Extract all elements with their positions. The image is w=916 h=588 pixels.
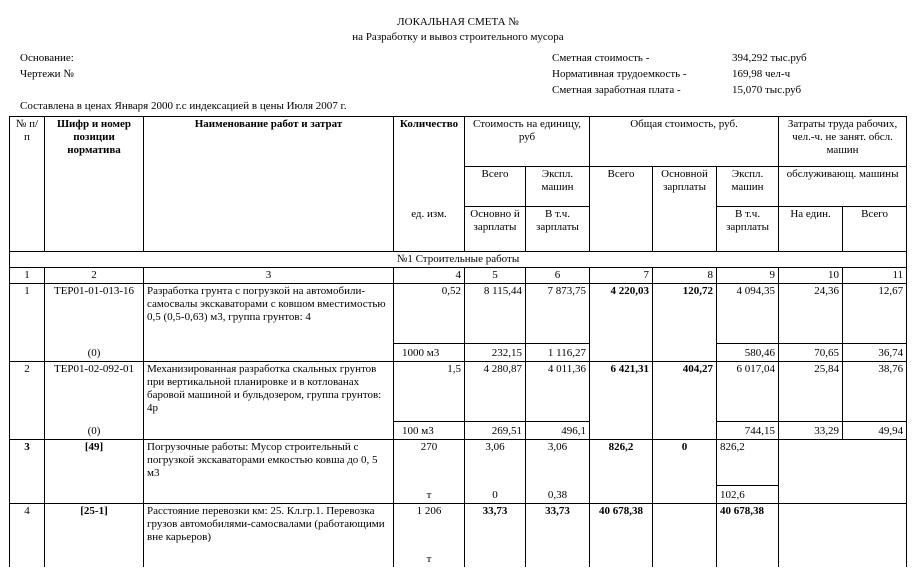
row-serving-unit: 33,29 [779,421,843,439]
estimated-cost-label: Сметная стоимость - [552,52,650,64]
row-unit-all: 3,06 [465,439,526,485]
table-row [10,503,907,551]
prices-note: Составлена в ценах Января 2000 г.с индексацией в цены Июля 2007 г. [20,100,347,112]
estimated-cost-value: 394,292 тыс.руб [732,52,807,64]
table-row [10,361,907,421]
col-header-total-cost: Общая стоимость, руб. [590,117,779,167]
col-header-total-mach: Экспл. машин [717,167,779,207]
row-unit-mach: 7 873,75 [526,283,590,343]
col-header-incl-wage: В т.ч. зарплаты [526,207,590,252]
row-total-base: 120,72 [653,283,717,361]
row-serving-unit: 70,65 [779,343,843,361]
basis-label: Основание: [20,52,74,64]
labor-intensity-value: 169,98 чел-ч [732,68,791,80]
row-total-mach: 826,2 [717,439,779,485]
col-header-total-all: Всего [590,167,653,252]
row-unit: т [394,485,465,503]
row-total-base: 0 [653,439,717,503]
row-unit-all: 8 115,44 [465,283,526,343]
col-number: 2 [45,267,144,283]
row-name: Механизированная разработка скальных грунтов при вертикальной планировке и в котлованах баровой машиной и бульдозером, группа грунтов: 4р [144,361,394,439]
row-total-all: 40 678,38 [590,503,653,567]
labor-intensity-label: Нормативная трудоемкость - [552,68,687,80]
row-num: 4 [10,503,45,567]
row-total-incl: 102,6 [717,485,779,503]
col-header-qty: Количество [394,117,465,207]
table-row [10,439,907,485]
document-subtitle: на Разработку и вывоз строительного мусора [352,31,564,43]
row-qty: 270 [394,439,465,485]
col-number: 7 [590,267,653,283]
row-unit-all: 33,73 [465,503,526,551]
col-number: 9 [717,267,779,283]
row-unit-all: 4 280,87 [465,361,526,421]
row-subcode: (0) [45,343,144,361]
document-title: ЛОКАЛЬНАЯ СМЕТА № [397,16,519,28]
header-row [10,117,907,167]
row-total-mach: 4 094,35 [717,283,779,343]
col-number: 4 [394,267,465,283]
col-header-serving: обслуживающ. машины [779,167,907,207]
col-number: 6 [526,267,590,283]
estimate-table [9,116,907,567]
row-code: ТЕР01-02-092-01 [45,361,144,421]
column-numbers-row [10,267,907,283]
col-number: 1 [10,267,45,283]
row-unit-mach: 33,73 [526,503,590,551]
row-num: 3 [10,439,45,503]
row-total-all: 826,2 [590,439,653,503]
section-row [10,251,907,267]
row-total-mach: 6 017,04 [717,361,779,421]
row-labor-unit: 25,84 [779,361,843,421]
row-unit-incl-empty [526,551,590,567]
row-name: Разработка грунта с погрузкой на автомобили-самосвалы экскаваторами с ковшом вместимостью 0,5 (0,5-0,63) м3, группа грунтов: 4 [144,283,394,361]
table-row [10,283,907,343]
row-total-mach: 40 678,38 [717,503,779,567]
row-subcode: (0) [45,421,144,439]
col-header-total-base: Основной зарплаты [653,167,717,252]
col-header-unit-cost: Стоимость на единицу, руб [465,117,590,167]
col-header-total-incl: В т.ч. зарплаты [717,207,779,252]
row-unit: 1000 м3 [394,343,465,361]
col-number: 8 [653,267,717,283]
row-unit-base: 269,51 [465,421,526,439]
row-code: [49] [45,439,144,503]
row-qty: 0,52 [394,283,465,343]
col-header-unit-measure: ед. изм. [394,207,465,252]
col-header-labor: Затраты труда рабочих, чел.-ч. не занят. обсл. машин [779,117,907,167]
col-number: 10 [779,267,843,283]
row-total-base: 404,27 [653,361,717,439]
row-unit-mach: 3,06 [526,439,590,485]
col-number: 3 [144,267,394,283]
row-name: Погрузочные работы: Мусор строительный с погрузкой экскаваторами емкостью ковша до 0, 5 м3 [144,439,394,503]
row-unit-base: 0 [465,485,526,503]
col-header-name: Наименование работ и затрат [144,117,394,252]
col-header-per-unit: На един. [779,207,843,252]
row-code: [25-1] [45,503,144,567]
estimated-wage-label: Сметная заработная плата - [552,84,681,96]
col-header-unit-all: Всего [465,167,526,207]
col-header-code: Шифр и номер позиции норматива [45,117,144,252]
row-serving-total: 49,94 [843,421,907,439]
col-header-base-wage: Основно й зарплаты [465,207,526,252]
row-name: Расстояние перевозки км: 25. Кл.гр.1. Перевозка грузов автомобилями-самосвалами (работающими вне карьеров) [144,503,394,567]
row-total-all: 6 421,31 [590,361,653,439]
col-header-labor-total: Всего [843,207,907,252]
row-total-all: 4 220,03 [590,283,653,361]
estimated-wage-value: 15,070 тыс.руб [732,84,802,96]
row-unit-incl: 496,1 [526,421,590,439]
col-header-num: № п/п [10,117,45,252]
row-qty: 1,5 [394,361,465,421]
row-code: ТЕР01-01-013-16 [45,283,144,343]
row-labor-total: 12,67 [843,283,907,343]
row-total-incl: 580,46 [717,343,779,361]
row-unit-incl: 1 116,27 [526,343,590,361]
row-num: 1 [10,283,45,361]
row-labor-empty [779,439,907,503]
row-unit: 100 м3 [394,421,465,439]
section-title: №1 Строительные работы [10,251,907,267]
row-unit-mach: 4 011,36 [526,361,590,421]
row-total-base-empty [653,503,717,567]
drawings-label: Чертежи № [20,68,74,80]
row-labor-empty [779,503,907,567]
row-qty: 1 206 [394,503,465,551]
col-header-unit-mach: Экспл. машин [526,167,590,207]
row-num: 2 [10,361,45,439]
row-labor-total: 38,76 [843,361,907,421]
row-unit: т [394,551,465,567]
col-number: 5 [465,267,526,283]
row-total-incl: 744,15 [717,421,779,439]
col-number: 11 [843,267,907,283]
row-labor-unit: 24,36 [779,283,843,343]
row-unit-incl: 0,38 [526,485,590,503]
row-unit-base: 232,15 [465,343,526,361]
row-serving-total: 36,74 [843,343,907,361]
row-unit-base-empty [465,551,526,567]
